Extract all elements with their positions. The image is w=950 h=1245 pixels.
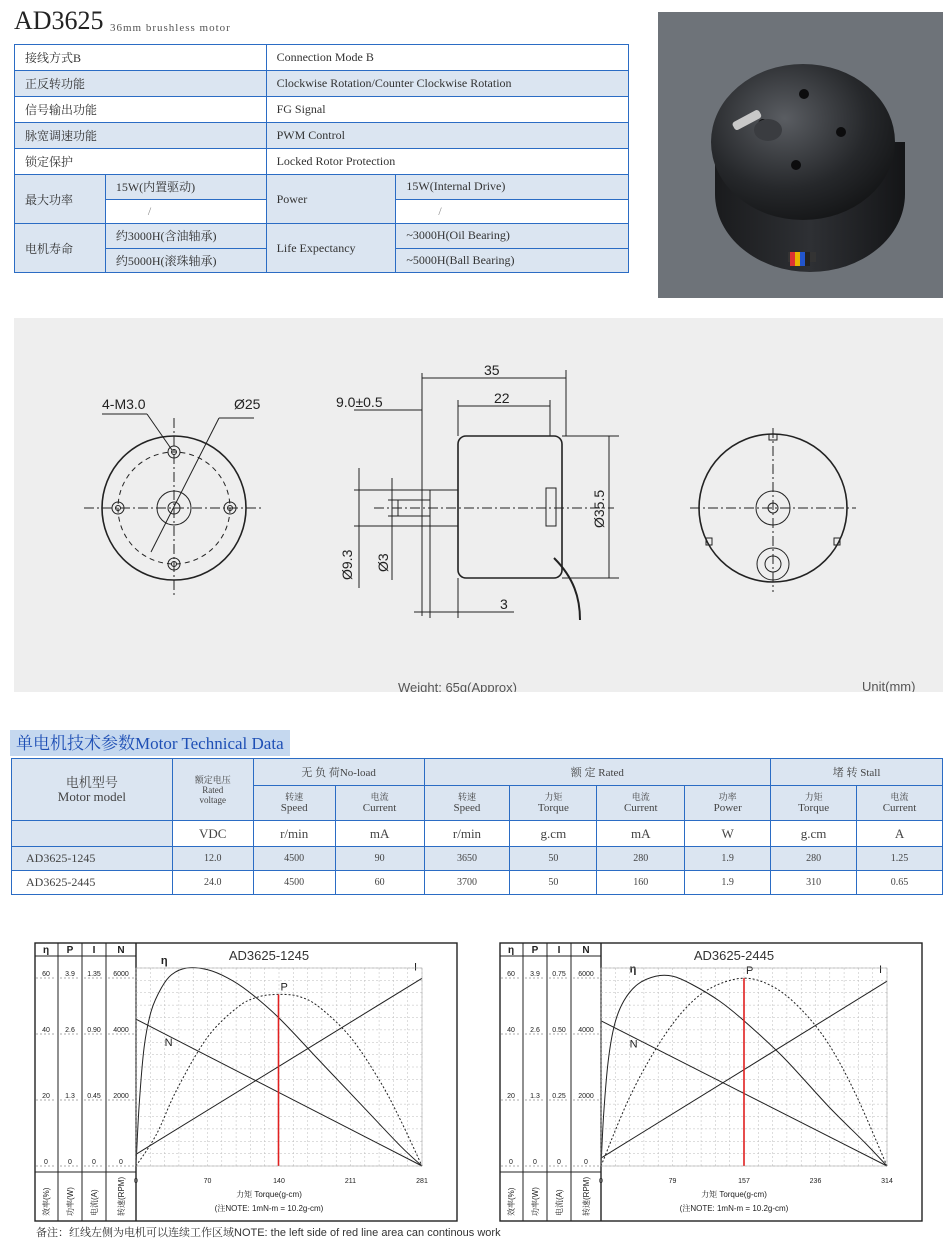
row-cell: 160 — [597, 871, 685, 895]
row-cell: 12.0 — [172, 847, 253, 871]
axis-label-2: 电流(A) — [90, 1189, 99, 1216]
axis-label-1: 功率(W) — [66, 1187, 75, 1216]
row-cell: 3650 — [424, 847, 510, 871]
axis-tick-label: 0 — [92, 1159, 96, 1166]
spec-row — [15, 71, 629, 97]
axis-label-0: 效率(%) — [507, 1187, 516, 1216]
spec-en: Clockwise Rotation/Counter Clockwise Rotation — [266, 71, 628, 97]
axis-tick-label: 2.6 — [65, 1027, 75, 1034]
unit-cell: A — [857, 821, 943, 847]
label-len3: 3 — [500, 596, 508, 612]
label-holes: 4-M3.0 — [102, 396, 146, 412]
label-d355: Ø35.5 — [591, 489, 607, 528]
axis-tick-label: 0.50 — [552, 1027, 566, 1034]
series-label-P: P — [280, 981, 288, 994]
head-en: Torque — [537, 801, 569, 814]
motor-illustration — [658, 12, 943, 298]
axis-label-2: 电流(A) — [555, 1189, 564, 1216]
row-cell: 1.9 — [685, 847, 771, 871]
power-en-value: 15W(Internal Drive) — [396, 175, 629, 200]
axis-tick-label: 6000 — [113, 971, 129, 978]
unit-cell: r/min — [253, 821, 335, 847]
unit-blank — [12, 821, 173, 847]
row-cell: 50 — [510, 847, 597, 871]
head-cn: 转速 — [285, 791, 304, 802]
axis-tick-label: 3.9 — [65, 971, 75, 978]
row-cell: 90 — [335, 847, 424, 871]
row-cell: 0.65 — [857, 871, 943, 895]
row-cell: 1.25 — [857, 847, 943, 871]
series-label-N: N — [629, 1038, 638, 1051]
axis-label-3: 转速(RPM) — [582, 1176, 591, 1216]
model-head-cn: 电机型号 — [65, 774, 118, 790]
spec-en: Connection Mode B — [266, 45, 628, 71]
stall-head: 堵 转 Stall — [771, 759, 943, 786]
x-tick-label: 281 — [416, 1178, 428, 1185]
power-en-slash: / — [396, 199, 629, 224]
spec-en: FG Signal — [266, 97, 628, 123]
chart-frame — [35, 943, 457, 1221]
series-label-I: I — [414, 961, 418, 974]
power-en-label: Power — [266, 175, 396, 224]
x-axis-note: (注NOTE: 1mN-m = 10.2g-cm) — [214, 1204, 324, 1213]
volt-head-en2: voltage — [199, 794, 227, 805]
performance-chart-1 — [34, 942, 458, 1222]
head-speed-noload — [253, 785, 335, 820]
label-d3: Ø3 — [375, 553, 391, 572]
life-cn-label: 电机寿命 — [15, 224, 106, 273]
axis-tick-label: 4000 — [578, 1027, 594, 1034]
label-dia25: Ø25 — [234, 396, 261, 412]
motor-photo — [658, 12, 943, 298]
axis-tick-label: 1.3 — [530, 1093, 540, 1100]
rated-head: 额 定 Rated — [424, 759, 771, 786]
life-cn-value-2: 约5000H(滚珠轴承) — [105, 248, 266, 273]
x-tick-label: 79 — [668, 1178, 677, 1185]
model-head — [12, 759, 173, 821]
label-d93: Ø9.3 — [339, 549, 355, 580]
volt-head — [172, 759, 253, 821]
power-row — [15, 175, 629, 200]
axis-header-1: P — [531, 945, 539, 956]
weight-label: Weight: 65g(Approx) — [398, 680, 517, 692]
x-axis-label: 力矩 Torque(g-cm) — [236, 1190, 302, 1199]
spec-cn: 接线方式B — [15, 45, 267, 71]
axis-tick-label: 60 — [42, 971, 50, 978]
unit-label: Unit(mm) — [862, 679, 916, 692]
series-label-I: I — [879, 964, 883, 977]
axis-tick-label: 0.75 — [552, 971, 566, 978]
axis-header-2: I — [557, 945, 561, 956]
x-axis-note: (注NOTE: 1mN-m = 10.2g-cm) — [679, 1204, 789, 1213]
footer-note: 备注：红线左侧为电机可以连续工作区域NOTE: the left side of red line area can continous work — [36, 1227, 501, 1239]
spec-en: PWM Control — [266, 123, 628, 149]
series-label-P: P — [746, 965, 754, 978]
axis-tick-label: 1.3 — [65, 1093, 75, 1100]
spec-cn: 信号输出功能 — [15, 97, 267, 123]
life-en-value-1: ~3000H(Oil Bearing) — [396, 224, 629, 249]
axis-tick-label: 20 — [507, 1093, 515, 1100]
label-len35: 35 — [484, 362, 500, 378]
axis-header-0: η — [42, 945, 50, 956]
row-cell: 60 — [335, 871, 424, 895]
spec-row — [15, 123, 629, 149]
row-cell: 280 — [597, 847, 685, 871]
head-current-rated — [597, 785, 685, 820]
volt-head-cn: 额定电压 — [194, 774, 231, 785]
unit-cell: W — [685, 821, 771, 847]
spec-cn: 锁定保护 — [15, 149, 267, 175]
axis-header-0: η — [507, 945, 515, 956]
axis-tick-label: 2.6 — [530, 1027, 540, 1034]
chart-title: AD3625-2445 — [693, 948, 775, 963]
section-title: 单电机技术参数Motor Technical Data — [10, 730, 290, 756]
axis-tick-label: 0.45 — [87, 1093, 101, 1100]
model-subtitle: 36mm brushless motor — [110, 22, 231, 34]
model-head-en: Motor model — [57, 788, 127, 804]
unit-cell: VDC — [172, 821, 253, 847]
table-row — [12, 871, 943, 895]
series-label-N: N — [164, 1037, 173, 1050]
x-tick-label: 0 — [599, 1178, 603, 1185]
units-row — [12, 821, 943, 847]
spec-cn: 正反转功能 — [15, 71, 267, 97]
head-torque-rated — [510, 785, 597, 820]
axis-tick-label: 0.25 — [552, 1093, 566, 1100]
head-cn: 电流 — [890, 791, 909, 802]
row-model: AD3625-1245 — [12, 847, 173, 871]
noload-head: 无 负 荷No-load — [253, 759, 424, 786]
life-en-value-2: ~5000H(Ball Bearing) — [396, 248, 629, 273]
unit-cell: mA — [335, 821, 424, 847]
head-cn: 力矩 — [544, 791, 563, 802]
x-tick-label: 314 — [881, 1178, 893, 1185]
axis-tick-label: 0 — [584, 1159, 588, 1166]
series-label-η: η — [629, 963, 637, 976]
axis-tick-label: 0 — [533, 1159, 537, 1166]
row-cell: 50 — [510, 871, 597, 895]
head-en: Speed — [280, 801, 308, 814]
axis-label-3: 转速(RPM) — [117, 1176, 126, 1216]
power-cn-slash: / — [105, 199, 266, 224]
axis-tick-label: 3.9 — [530, 971, 540, 978]
x-tick-label: 157 — [738, 1178, 750, 1185]
axis-label-1: 功率(W) — [531, 1187, 540, 1216]
head-en: Power — [713, 801, 742, 814]
row-model: AD3625-2445 — [12, 871, 173, 895]
row-cell: 4500 — [253, 871, 335, 895]
head-cn: 电流 — [631, 791, 650, 802]
axis-tick-label: 4000 — [113, 1027, 129, 1034]
head-speed-rated — [424, 785, 510, 820]
row-cell: 24.0 — [172, 871, 253, 895]
x-tick-label: 236 — [809, 1178, 822, 1185]
axis-tick-label: 20 — [42, 1093, 50, 1100]
x-tick-label: 70 — [203, 1178, 212, 1185]
row-cell: 310 — [771, 871, 857, 895]
spec-en: Locked Rotor Protection — [266, 149, 628, 175]
head-en: Current — [623, 801, 658, 814]
head-power-rated — [685, 785, 771, 820]
row-cell: 280 — [771, 847, 857, 871]
axis-tick-label: 0.90 — [87, 1027, 101, 1034]
axis-header-3: N — [582, 945, 590, 956]
unit-cell: g.cm — [771, 821, 857, 847]
head-en: Current — [362, 801, 397, 814]
table-row — [12, 847, 943, 871]
life-cn-value-1: 约3000H(含油轴承) — [105, 224, 266, 249]
axis-header-1: P — [66, 945, 74, 956]
axis-tick-label: 0 — [44, 1159, 48, 1166]
head-cn: 功率 — [718, 791, 737, 802]
unit-cell: mA — [597, 821, 685, 847]
row-cell: 1.9 — [685, 871, 771, 895]
x-tick-label: 211 — [344, 1178, 357, 1185]
spec-row — [15, 149, 629, 175]
head-current-noload — [335, 785, 424, 820]
volt-head-en1: Rated — [202, 784, 224, 795]
performance-chart-2 — [499, 942, 923, 1222]
head-cn: 力矩 — [804, 791, 823, 802]
label-shaft: 9.0±0.5 — [336, 394, 383, 410]
head-en: Speed — [453, 801, 481, 814]
label-len22: 22 — [494, 390, 510, 406]
axis-tick-label: 40 — [507, 1027, 515, 1034]
x-tick-label: 0 — [134, 1178, 138, 1185]
axis-tick-label: 40 — [42, 1027, 50, 1034]
head-current-stall — [857, 785, 943, 820]
life-en-label: Life Expectancy — [266, 224, 396, 273]
spec-row — [15, 97, 629, 123]
axis-tick-label: 2000 — [113, 1093, 129, 1100]
axis-tick-label: 6000 — [578, 971, 594, 978]
head-en: Current — [882, 801, 917, 814]
tech-table — [11, 758, 943, 895]
dimension-drawing-svg — [14, 318, 943, 692]
x-tick-label: 140 — [273, 1178, 285, 1185]
axis-tick-label: 1.35 — [87, 971, 101, 978]
head-torque-stall — [771, 785, 857, 820]
power-cn-label: 最大功率 — [15, 175, 106, 224]
axis-tick-label: 2000 — [578, 1093, 594, 1100]
row-cell: 3700 — [424, 871, 510, 895]
axis-tick-label: 0 — [509, 1159, 513, 1166]
head-cn: 转速 — [457, 791, 476, 802]
row-cell: 4500 — [253, 847, 335, 871]
chart-frame — [500, 943, 922, 1221]
axis-header-2: I — [92, 945, 96, 956]
series-label-η: η — [160, 955, 168, 967]
unit-cell: g.cm — [510, 821, 597, 847]
model-title: AD3625 — [14, 6, 104, 35]
x-axis-label: 力矩 Torque(g-cm) — [701, 1190, 767, 1199]
head-en: Torque — [798, 801, 830, 814]
axis-tick-label: 0 — [557, 1159, 561, 1166]
unit-cell: r/min — [424, 821, 510, 847]
axis-tick-label: 0 — [119, 1159, 123, 1166]
chart-title: AD3625-1245 — [228, 948, 310, 963]
spec-cn: 脉宽调速功能 — [15, 123, 267, 149]
head-cn: 电流 — [370, 791, 389, 802]
axis-tick-label: 0 — [68, 1159, 72, 1166]
spec-table — [14, 44, 629, 273]
axis-label-0: 效率(%) — [42, 1187, 51, 1216]
power-cn-value: 15W(内置驱动) — [105, 175, 266, 200]
spec-row — [15, 45, 629, 71]
axis-header-3: N — [117, 945, 125, 956]
dimension-drawing — [14, 318, 943, 692]
axis-tick-label: 60 — [507, 971, 515, 978]
life-row — [15, 224, 629, 249]
